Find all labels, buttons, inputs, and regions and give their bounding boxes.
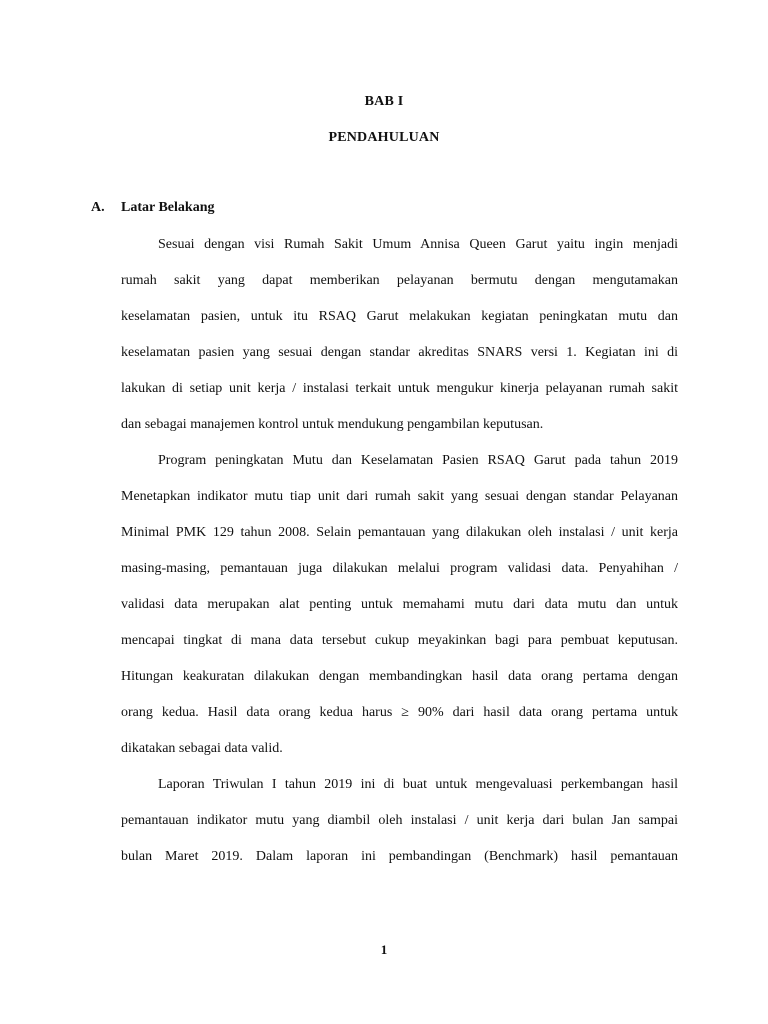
chapter-label: BAB I [364, 94, 404, 109]
paragraph-line: pemantauan indikator mutu yang diambil oleh instalasi / unit kerja dari bulan Jan sampai [121, 813, 678, 828]
paragraph-line: dikatakan sebagai data valid. [121, 741, 283, 756]
paragraph-line: validasi data merupakan alat penting untuk memahami mutu dari data mutu dan untuk [121, 597, 678, 612]
paragraph-line: Sesuai dengan visi Rumah Sakit Umum Annisa Queen Garut yaitu ingin menjadi [158, 237, 678, 252]
paragraph-line: mencapai tingkat di mana data tersebut cukup meyakinkan bagi para pembuat keputusan. [121, 633, 678, 648]
paragraph-line: Hitungan keakuratan dilakukan dengan membandingkan hasil data orang pertama dengan [121, 669, 678, 684]
section-number: A. [91, 200, 105, 215]
paragraph-3 [121, 775, 678, 883]
page-number: 1 [380, 942, 388, 957]
paragraph-line: orang kedua. Hasil data orang kedua harus ≥ 90% dari hasil data orang pertama untuk [121, 705, 678, 720]
paragraph-line: lakukan di setiap unit kerja / instalasi terkait untuk mengukur kinerja pelayanan rumah sakit [121, 381, 678, 396]
paragraph-line: dan sebagai manajemen kontrol untuk mendukung pengambilan keputusan. [121, 417, 544, 432]
paragraph-line: keselamatan pasien, untuk itu RSAQ Garut melakukan kegiatan peningkatan mutu dan [121, 309, 678, 324]
paragraph-line: keselamatan pasien yang sesuai dengan standar akreditas SNARS versi 1. Kegiatan ini di [121, 345, 678, 360]
section-heading [91, 200, 214, 216]
paragraph-1 [121, 235, 678, 451]
paragraph-line: Minimal PMK 129 tahun 2008. Selain pemantauan yang dilakukan oleh instalasi / unit kerja [121, 525, 678, 540]
paragraph-line: rumah sakit yang dapat memberikan pelayanan bermutu dengan mengutamakan [121, 273, 678, 288]
paragraph-line: masing-masing, pemantauan juga dilakukan melalui program validasi data. Penyahihan / [121, 561, 678, 576]
paragraph-line: Menetapkan indikator mutu tiap unit dari rumah sakit yang sesuai dengan standar Pelayanan [121, 489, 678, 504]
paragraph-line: Laporan Triwulan I tahun 2019 ini di buat untuk mengevaluasi perkembangan hasil [158, 777, 678, 792]
chapter-title: PENDAHULUAN [328, 130, 440, 145]
section-title: Latar Belakang [121, 200, 215, 215]
paragraph-line: Program peningkatan Mutu dan Keselamatan Pasien RSAQ Garut pada tahun 2019 [158, 453, 678, 468]
paragraph-2 [121, 451, 678, 775]
paragraph-line: bulan Maret 2019. Dalam laporan ini pembandingan (Benchmark) hasil pemantauan [121, 849, 678, 864]
